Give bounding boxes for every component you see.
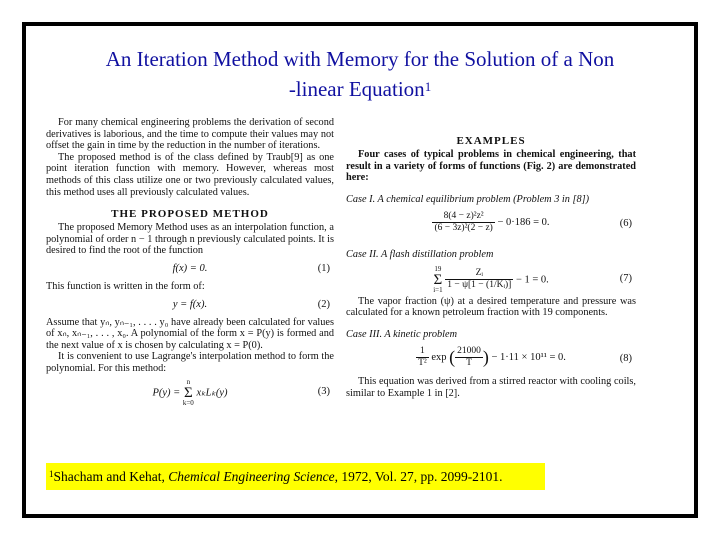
section-heading-proposed-method: THE PROPOSED METHOD [111, 208, 269, 221]
slide-title [26, 44, 694, 104]
equation-2 [46, 296, 334, 314]
denominator: T² [418, 357, 427, 368]
equation-number: (1) [317, 262, 330, 274]
title-line-2 [26, 74, 694, 104]
fraction [455, 346, 483, 369]
equation-number: (3) [317, 385, 330, 397]
paper-paragraph: This equation was derived from a stirred reactor with cooling coils, similar to Example 1 in [2]. [346, 375, 636, 399]
fraction [416, 346, 429, 369]
equation-body: y = f(x). [172, 298, 208, 310]
case-2-heading: Case II. A flash distillation problem [346, 248, 494, 260]
fraction [445, 268, 513, 291]
sum-lower-limit: k=0 [182, 398, 194, 407]
equation-3 [46, 377, 334, 407]
equation-rest: − 1·11 × 10¹¹ = 0. [491, 351, 566, 363]
equation-number: (8) [619, 352, 632, 364]
sum-lower-limit: i=1 [433, 285, 443, 294]
numerator: 8(4 − z)²z² [432, 211, 494, 223]
summation-symbol: n Σ k=0 [182, 377, 194, 407]
equation-number: (7) [619, 272, 632, 284]
citation-details: , 1972, Vol. 27, pp. 2099-2101. [334, 469, 503, 484]
paper-right-column [346, 117, 636, 399]
equation-6 [346, 209, 636, 239]
title-footnote-mark: 1 [424, 79, 432, 94]
paper-paragraph: For many chemical engineering problems the derivation of second derivatives is laborious, and the time to compute their values may not offset the gain in time by the reduction in the number of iterations. [46, 117, 334, 152]
equation-number: (2) [317, 298, 330, 310]
citation-mark: 1 [49, 469, 54, 479]
numerator: Zᵢ [445, 268, 513, 280]
right-paren: ) [482, 346, 489, 367]
equation-number: (6) [619, 217, 632, 229]
equation-body [46, 379, 334, 407]
paper-paragraph: This function is written in the form of: [46, 280, 205, 292]
paper-excerpt-image [46, 117, 680, 449]
fraction [432, 211, 494, 234]
paper-paragraph: The vapor fraction (ψ) at a desired temperature and pressure was calculated for a known petroleum fraction with 19 components. [346, 295, 636, 319]
paper-left-column [46, 117, 334, 409]
paper-paragraph: The proposed method is of the class defined by Traub[9] as one point iteration function with memory. However, whereas most methods of this class utilize one or two previously calculated values, this method uses all previously calculated values. [46, 151, 334, 198]
numerator: 21000 [457, 345, 481, 356]
left-paren: ( [449, 346, 456, 367]
title-line-2-text: -linear Equation [288, 77, 425, 101]
sum-upper-limit: n [186, 377, 191, 386]
paper-paragraph: Four cases of typical problems in chemical engineering, that result in a variety of forms of functions (Fig. 2) are demonstrated here: [346, 149, 636, 184]
paper-paragraph: Assume that yₙ, yₙ₋₁, . . . . y₀ have already been calculated for values of xₙ, xₙ₋₁, . . . , x₀. A polynomial of the form x = P(y) is formed and the next value of x is chosen by calculating x = P(0). [46, 316, 334, 351]
citation-authors: Shacham and Kehat, [53, 469, 169, 484]
citation-footnote [46, 463, 545, 490]
equation-rhs: xₖLₖ(y) [196, 386, 228, 398]
citation-journal: Chemical Engineering Science [168, 469, 335, 484]
summation-symbol: 19 Σ i=1 [433, 264, 443, 294]
denominator: (6 − 3z)²(2 − z) [434, 222, 493, 233]
denominator: T [466, 357, 472, 368]
equation-rest: − 1 = 0. [515, 274, 549, 286]
section-heading-examples: EXAMPLES [456, 135, 526, 147]
equation-body [346, 346, 636, 369]
equation-rest: − 0·186 = 0. [497, 216, 550, 228]
title-line-1: An Iteration Method with Memory for the Solution of a Non [105, 47, 615, 71]
case-1-heading: Case I. A chemical equilibrium problem (Problem 3 in [8]) [346, 193, 590, 205]
numerator: 1 [416, 346, 429, 358]
equation-7 [346, 264, 636, 294]
denominator: 1 − ψ[1 − (1/Kᵢ)] [447, 280, 512, 291]
case-3-heading: Case III. A kinetic problem [346, 328, 458, 340]
exp-function: exp [431, 351, 447, 363]
paper-paragraph: It is convenient to use Lagrange's interpolation method to form the polynomial. For this method: [46, 351, 334, 374]
equation-1 [46, 260, 334, 278]
equation-body [346, 266, 636, 294]
paper-paragraph: The proposed Memory Method uses as an interpolation function, a polynomial of order n − 1 through n previously calculated points. It is desired to find the root of the function [46, 222, 334, 257]
equation-8 [346, 344, 636, 374]
equation-body [346, 211, 636, 234]
equation-lhs: P(y) = [152, 386, 181, 398]
sum-upper-limit: 19 [434, 264, 442, 273]
equation-body: f(x) = 0. [172, 262, 208, 274]
